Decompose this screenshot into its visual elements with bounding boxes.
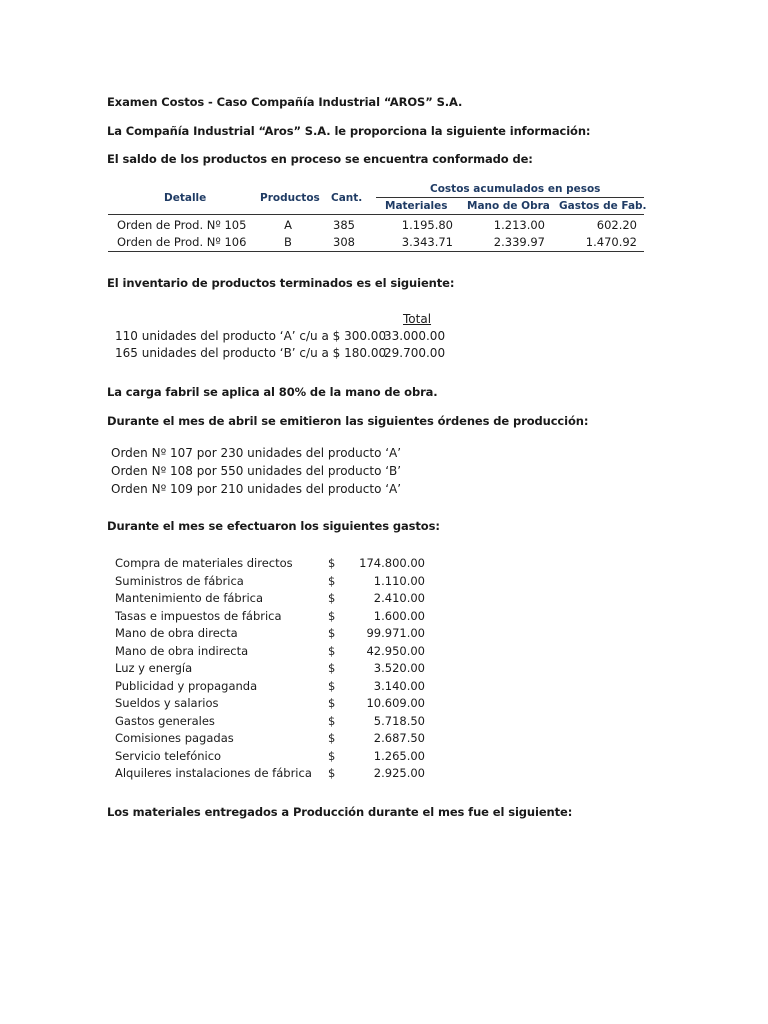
expense-amount: 2.925.00 xyxy=(373,766,425,780)
overhead-note: La carga fabril se aplica al 80% de la mano de obra. xyxy=(107,385,438,399)
wip-row-1-detalle: Orden de Prod. Nº 105 xyxy=(117,218,247,232)
order-item-107: Orden Nº 107 por 230 unidades del producto ‘A’ xyxy=(111,446,402,460)
currency-symbol: $ xyxy=(328,573,336,588)
wip-row-2-gastos-fab: 1.470.92 xyxy=(585,235,637,249)
intro-text: La Compañía Industrial “Aros” S.A. le proporciona la siguiente información: xyxy=(107,124,591,138)
order-item-108: Orden Nº 108 por 550 unidades del producto ‘B’ xyxy=(111,464,402,478)
expense-concept: Gastos generales xyxy=(115,713,215,728)
expense-row xyxy=(115,591,425,608)
wip-row-2-materiales: 3.343.71 xyxy=(401,235,453,249)
expense-row xyxy=(115,661,425,678)
expense-concept: Mantenimiento de fábrica xyxy=(115,591,264,605)
expense-amount: 10.609.00 xyxy=(366,696,425,710)
expense-amount: 3.140.00 xyxy=(373,678,425,693)
expense-amount: 1.265.00 xyxy=(373,748,425,763)
order-item-109: Orden Nº 109 por 210 unidades del producto ‘A’ xyxy=(111,482,402,496)
expense-concept: Luz y energía xyxy=(115,661,193,675)
expense-concept: Tasas e impuestos de fábrica xyxy=(115,608,282,623)
exam-title: Examen Costos - Caso Compañía Industrial “AROS” S.A. xyxy=(107,95,463,109)
header-bottom-rule xyxy=(108,214,644,215)
expense-concept: Servicio telefónico xyxy=(115,748,222,763)
expense-row xyxy=(115,696,425,713)
inventory-row-1-desc: 110 unidades del producto ‘A’ c/u a $ 300.00 xyxy=(115,329,387,343)
wip-row-2-detalle: Orden de Prod. Nº 106 xyxy=(117,235,247,249)
expense-amount: 1.600.00 xyxy=(373,608,425,623)
inventory-row-1-total: 33.000.00 xyxy=(384,329,446,343)
col-header-mano-obra: Mano de Obra xyxy=(467,200,550,212)
expense-row xyxy=(115,574,425,591)
currency-symbol: $ xyxy=(328,608,336,623)
expense-row xyxy=(115,609,425,626)
expense-amount: 5.718.50 xyxy=(373,713,425,728)
expense-concept: Compra de materiales directos xyxy=(115,556,293,570)
expense-row xyxy=(115,626,425,643)
col-header-productos: Productos xyxy=(260,192,320,204)
expense-amount: 2.687.50 xyxy=(373,731,425,745)
wip-row-1-producto: A xyxy=(284,218,292,232)
wip-heading: El saldo de los productos en proceso se encuentra conformado de: xyxy=(107,152,533,166)
wip-row-1-gastos-fab: 602.20 xyxy=(596,218,637,232)
expense-amount: 3.520.00 xyxy=(373,661,425,675)
col-header-gastos-fab: Gastos de Fab. xyxy=(559,200,647,212)
expense-amount: 174.800.00 xyxy=(359,556,425,570)
expense-concept: Comisiones pagadas xyxy=(115,731,234,745)
currency-symbol: $ xyxy=(328,678,336,693)
col-header-cant: Cant. xyxy=(331,192,363,204)
wip-row-2-mano-obra: 2.339.97 xyxy=(493,235,545,249)
wip-row-2-cant: 308 xyxy=(333,235,355,249)
expense-amount: 1.110.00 xyxy=(373,573,425,588)
currency-symbol: $ xyxy=(328,661,336,675)
expense-concept: Mano de obra indirecta xyxy=(115,643,249,658)
wip-row-1-cant: 385 xyxy=(333,218,355,232)
expense-concept: Sueldos y salarios xyxy=(115,696,219,710)
expense-row xyxy=(115,766,425,783)
inventory-row-2-total: 29.700.00 xyxy=(384,346,446,360)
currency-symbol: $ xyxy=(328,591,336,605)
wip-row-1-materiales: 1.195.80 xyxy=(401,218,453,232)
expense-row xyxy=(115,556,425,573)
expense-amount: 99.971.00 xyxy=(366,626,425,640)
currency-symbol: $ xyxy=(328,626,336,640)
currency-symbol: $ xyxy=(328,713,336,728)
expense-row xyxy=(115,731,425,748)
expense-concept: Alquileres instalaciones de fábrica xyxy=(115,766,312,780)
expense-concept: Suministros de fábrica xyxy=(115,573,244,588)
currency-symbol: $ xyxy=(328,766,336,780)
expense-amount: 42.950.00 xyxy=(366,643,425,658)
col-group-header: Costos acumulados en pesos xyxy=(430,183,601,195)
currency-symbol: $ xyxy=(328,696,336,710)
col-header-materiales: Materiales xyxy=(385,200,448,212)
wip-row-1-mano-obra: 1.213.00 xyxy=(493,218,545,232)
inventory-total-label: Total xyxy=(403,312,432,326)
expense-concept: Publicidad y propaganda xyxy=(115,678,258,693)
expense-row xyxy=(115,679,425,696)
materials-heading: Los materiales entregados a Producción durante el mes fue el siguiente: xyxy=(107,805,573,819)
currency-symbol: $ xyxy=(328,643,336,658)
expense-row xyxy=(115,749,425,766)
currency-symbol: $ xyxy=(328,731,336,745)
inventory-row-2-desc: 165 unidades del producto ‘B’ c/u a $ 180.00 xyxy=(115,346,387,360)
orders-heading: Durante el mes de abril se emitieron las siguientes órdenes de producción: xyxy=(107,414,589,428)
wip-table xyxy=(108,181,647,251)
currency-symbol: $ xyxy=(328,556,336,570)
expense-row xyxy=(115,644,425,661)
col-header-detalle: Detalle xyxy=(164,192,207,204)
expense-amount: 2.410.00 xyxy=(373,591,425,605)
expense-row xyxy=(115,714,425,731)
table-bottom-rule xyxy=(108,251,644,252)
wip-row-2-producto: B xyxy=(284,235,292,249)
inventory-heading: El inventario de productos terminados es el siguiente: xyxy=(107,276,455,290)
expenses-heading: Durante el mes se efectuaron los siguientes gastos: xyxy=(107,519,440,533)
currency-symbol: $ xyxy=(328,748,336,763)
group-header-rule xyxy=(376,197,644,198)
expense-concept: Mano de obra directa xyxy=(115,626,238,640)
